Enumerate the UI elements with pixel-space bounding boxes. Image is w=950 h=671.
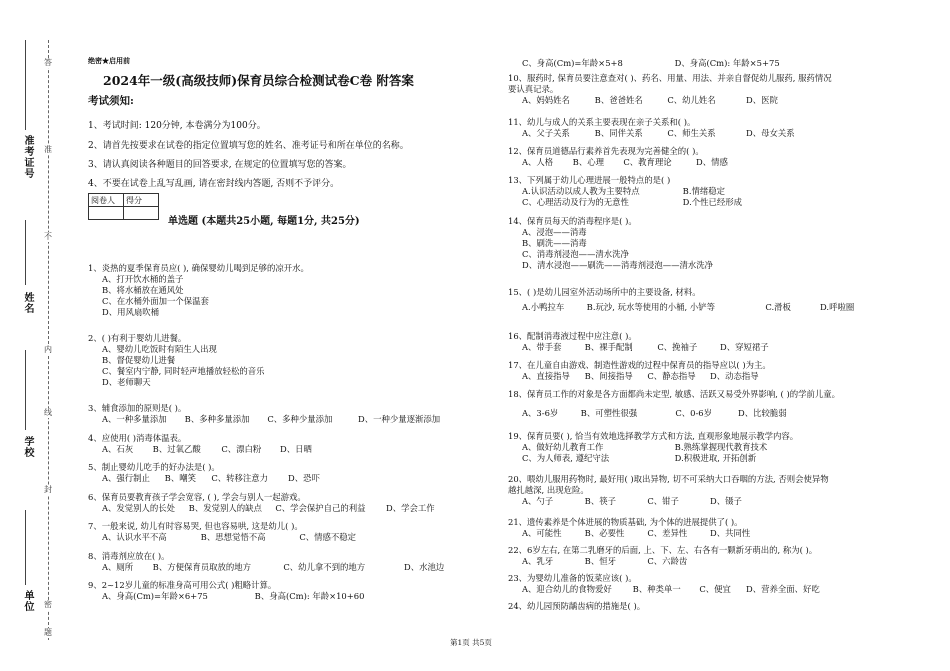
option-b[interactable]: B、思想觉悟不高 — [200, 532, 266, 542]
option-a[interactable]: A、打开饮水桶的盖子 — [102, 274, 184, 284]
options-row — [508, 302, 854, 313]
exam-number-label: 准考证号 — [22, 135, 33, 179]
option-b[interactable]: B、方便保育员取放的地方 — [152, 562, 251, 572]
options-row — [88, 591, 364, 602]
question-17 — [508, 360, 771, 382]
question-stem: 3、辅食添加的原则是( )。 — [88, 403, 187, 413]
notice-item: 4、不要在试卷上乱写乱画, 请在密封线内答题, 否则不予评分。 — [88, 179, 340, 189]
option-d[interactable]: D、情感 — [696, 157, 728, 167]
option-a[interactable]: A、做好幼儿教育工作 — [522, 442, 604, 452]
seal-mark: 题 — [44, 628, 52, 637]
question-9-continued — [508, 58, 780, 69]
school-line — [25, 350, 26, 430]
page-number: 第1页 共5页 — [450, 638, 492, 647]
question-10 — [508, 73, 832, 106]
option-c[interactable]: C、教育理论 — [623, 157, 672, 167]
option-b[interactable]: B、嘲笑 — [164, 473, 196, 483]
option-c[interactable]: C、消毒剂浸泡——清水洗净 — [522, 249, 629, 259]
options-row — [88, 503, 435, 514]
question-stem: 6、保育员要教育孩子学会宽容, ( ), 学会与别人一起游戏。 — [88, 492, 306, 502]
seal-mark: 封 — [44, 485, 52, 494]
question-stem: 9、2~12岁儿童的标准身高可用公式( )粗略计算。 — [88, 580, 277, 590]
options-row — [508, 128, 795, 139]
option-d[interactable]: D、比较脆弱 — [738, 408, 787, 418]
question-stem: 12、保育员道德品行素养首先表现为完善健全的( )。 — [508, 146, 704, 156]
option-b[interactable]: B、恒牙 — [584, 556, 616, 566]
option-b[interactable]: B、筷子 — [584, 496, 616, 506]
seal-line — [48, 40, 49, 640]
question-stem: 24、幼儿园预防龋齿病的措施是( )。 — [508, 601, 646, 611]
option-b[interactable]: B.情绪稳定 — [682, 186, 725, 196]
question-9 — [88, 580, 364, 602]
question-stem: 1、炎热的夏季保育员应( ), 确保婴幼儿喝到足够的凉开水。 — [88, 263, 309, 273]
option-b[interactable]: B、身高(Cm): 年龄×10+60 — [254, 591, 365, 601]
option-b[interactable]: B、发觉别人的缺点 — [188, 503, 262, 513]
option-b[interactable]: B、督促婴幼儿进餐 — [102, 355, 176, 365]
option-a[interactable]: A、认识水平不高 — [102, 532, 167, 542]
option-a[interactable]: A.小鸭拉车 — [522, 302, 565, 312]
option-d[interactable]: D、学会工作 — [386, 503, 435, 513]
question-11 — [508, 117, 795, 139]
question-stem: 21、遗传素养是个体进展的物质基础, 为个体的进展提供了( )。 — [508, 517, 743, 527]
option-a[interactable]: A、可能性 — [522, 528, 562, 538]
option-d[interactable]: D、穿短裙子 — [720, 342, 769, 352]
question-8 — [88, 551, 444, 573]
option-a[interactable]: A、带手套 — [522, 342, 562, 352]
question-stem: 14、保育员每天的消毒程序是( )。 — [508, 216, 637, 226]
notice-item: 2、请首先按要求在试卷的指定位置填写您的姓名、准考证号和所在单位的名称。 — [88, 141, 409, 151]
option-a[interactable]: A、厕所 — [102, 562, 134, 572]
options-row — [88, 532, 356, 543]
options-row — [88, 473, 320, 484]
option-d[interactable]: D、用风扇吹桶 — [102, 307, 159, 317]
option-b[interactable]: B、种类单一 — [632, 584, 681, 594]
option-a[interactable]: A、乳牙 — [522, 556, 554, 566]
question-24 — [508, 601, 645, 612]
unit-label: 单位 — [22, 590, 33, 612]
option-c[interactable]: C、学会保护自己的利益 — [275, 503, 366, 513]
seal-mark: 答 — [44, 58, 52, 67]
options-row — [508, 186, 742, 197]
seal-mark: 密 — [44, 600, 52, 609]
question-stem: 11、幼儿与成人的关系主要表现在亲子关系和( )。 — [508, 117, 696, 127]
options-row — [88, 414, 440, 425]
option-d[interactable]: D、营养全面、好吃 — [746, 584, 820, 594]
question-stem: 22、6岁左右, 在第二乳磨牙的后面, 上、下、左、右各有一颗新牙萌出的, 称为( )。 — [508, 545, 818, 555]
question-stem: 2、( )有利于婴幼儿进餐。 — [88, 333, 187, 343]
question-22 — [508, 545, 817, 567]
question-5 — [88, 462, 320, 484]
option-c[interactable]: C、钳子 — [647, 496, 679, 506]
question-2 — [88, 333, 264, 388]
options-row — [508, 584, 820, 595]
question-7 — [88, 521, 356, 543]
score-input[interactable] — [124, 207, 159, 220]
option-d[interactable]: D、动态指导 — [710, 371, 759, 381]
option-b[interactable]: B.熟练掌握现代教育技术 — [674, 442, 768, 452]
question-stem: 7、一般来说, 幼儿有时容易哭, 但也容易哄, 这是幼儿( )。 — [88, 521, 303, 531]
option-b[interactable]: B、多种多量添加 — [184, 414, 250, 424]
option-a[interactable]: A、一种多量添加 — [102, 414, 167, 424]
page-title: 2024年一级(高级技师)保育员综合检测试卷C卷 附答案 — [103, 73, 414, 88]
question-stem: 10、服药时, 保育员要注意查对( )、药名、用量、用法、并亲自督促幼儿服药, 服药情况 — [508, 73, 832, 83]
grader-cell: 阅卷人 — [89, 194, 124, 207]
option-a[interactable]: A、身高(Cm)=年龄×6+75 — [102, 591, 208, 601]
option-d[interactable]: D、水池边 — [404, 562, 445, 572]
option-a[interactable]: A、浸泡——消毒 — [522, 227, 587, 237]
option-c[interactable]: C、餐室内宁静, 同时轻声地播放轻松的音乐 — [102, 366, 265, 376]
option-d[interactable]: D、医院 — [746, 95, 778, 105]
option-b[interactable]: B、间接指导 — [584, 371, 633, 381]
option-b[interactable]: B.玩沙, 玩水等使用的小桶, 小铲等 — [586, 302, 716, 312]
option-d[interactable]: D、共同性 — [710, 528, 751, 538]
option-a[interactable]: A、发觉别人的长处 — [102, 503, 176, 513]
option-c[interactable]: C、0-6岁 — [675, 408, 712, 418]
options-row — [88, 444, 312, 455]
options-row — [508, 58, 780, 69]
option-c[interactable]: C、便宜 — [699, 584, 731, 594]
option-c[interactable]: C、为人师表, 遵纪守法 — [522, 453, 610, 463]
option-a[interactable]: A、3-6岁 — [522, 408, 559, 418]
options-row — [508, 453, 798, 464]
option-c[interactable]: C、心理活动及行为的无意性 — [522, 197, 629, 207]
question-stem-cont: 要认真记录。 — [508, 84, 559, 94]
question-stem: 18、保育员工作的对象是各方面都尚未定型, 敏感、活跃又易受外界影响, ( )的学前儿童。 — [508, 389, 840, 399]
option-c[interactable]: C、师生关系 — [667, 128, 716, 138]
binding-margin — [0, 0, 70, 671]
option-b[interactable]: B、过氧乙酸 — [152, 444, 201, 454]
option-b[interactable]: B、爸爸姓名 — [594, 95, 643, 105]
option-c[interactable]: C、身高(Cm)=年龄×5+8 — [522, 58, 623, 68]
option-d[interactable]: D.呼啦圈 — [820, 302, 855, 312]
question-stem: 8、消毒剂应放在( )。 — [88, 551, 170, 561]
score-cell: 得分 — [124, 194, 159, 207]
notice-item: 1、考试时间: 120分钟, 本卷满分为100分。 — [88, 121, 266, 131]
option-b[interactable]: B、裸手配制 — [584, 342, 633, 352]
option-b[interactable]: B、刷洗——消毒 — [522, 238, 587, 248]
secret-label: 绝密★启用前 — [88, 56, 130, 65]
question-3 — [88, 403, 440, 425]
question-20 — [508, 474, 829, 507]
option-a[interactable]: A、勺子 — [522, 496, 554, 506]
option-c[interactable]: C、幼儿姓名 — [667, 95, 716, 105]
option-c[interactable]: C、转移注意力 — [211, 473, 269, 483]
option-d[interactable]: D、母女关系 — [746, 128, 795, 138]
question-stem: 23、为婴幼儿准备的饭菜应该( )。 — [508, 573, 637, 583]
option-c[interactable]: C、在水桶外面加一个保温套 — [102, 296, 209, 306]
question-stem: 17、在儿童自由游戏、制造性游戏的过程中保育员的指导应以( )为主。 — [508, 360, 771, 370]
question-stem: 16、配制消毒液过程中应注意( )。 — [508, 331, 637, 341]
option-a[interactable]: A、迎合幼儿的食物爱好 — [522, 584, 612, 594]
options-row — [508, 408, 840, 419]
option-d[interactable]: D.积极进取, 开拓创新 — [674, 453, 757, 463]
question-15 — [508, 287, 854, 313]
question-stem: 15、( )是幼儿园室外活动场所中的主要设备, 材料。 — [508, 287, 701, 297]
seal-mark: 内 — [44, 345, 52, 354]
option-b[interactable]: B、同伴关系 — [594, 128, 643, 138]
option-a[interactable]: A、父子关系 — [522, 128, 570, 138]
options-row — [508, 556, 817, 567]
option-c[interactable]: C、静态指导 — [647, 371, 696, 381]
option-c[interactable]: C.滑板 — [765, 302, 791, 312]
name-line — [25, 220, 26, 285]
question-14 — [508, 216, 713, 271]
option-a[interactable]: A、直接指导 — [522, 371, 570, 381]
option-a[interactable]: A、婴幼儿吃饭时有陌生人出现 — [102, 344, 217, 354]
option-c[interactable]: C、挽袖子 — [657, 342, 698, 352]
option-b[interactable]: B、必要性 — [584, 528, 625, 538]
options-row — [508, 528, 750, 539]
option-c[interactable]: C、多种少量添加 — [267, 414, 333, 424]
option-d[interactable]: D、镊子 — [710, 496, 742, 506]
question-13 — [508, 175, 742, 208]
option-a[interactable]: A、妈妈姓名 — [522, 95, 570, 105]
question-stem-cont: 越扎越深, 出现危险。 — [508, 485, 589, 495]
option-a[interactable]: A、石灰 — [102, 444, 134, 454]
options-row — [508, 197, 742, 208]
question-stem: 5、制止婴幼儿吃手的好办法是( )。 — [88, 462, 220, 472]
seal-mark: 准 — [44, 145, 52, 154]
options-row — [508, 371, 771, 382]
option-b[interactable]: B、心理 — [572, 157, 604, 167]
score-table — [88, 193, 159, 220]
option-c[interactable]: C、差异性 — [647, 528, 688, 538]
option-d[interactable]: D、一种少量逐渐添加 — [358, 414, 441, 424]
seal-mark: 线 — [44, 408, 52, 417]
question-23 — [508, 573, 820, 595]
question-18 — [508, 389, 840, 419]
option-c[interactable]: C、六龄齿 — [647, 556, 688, 566]
grader-input[interactable] — [89, 207, 124, 220]
options-row — [508, 342, 769, 353]
options-row — [508, 496, 829, 507]
question-stem: 4、应使用( )消毒体温表。 — [88, 433, 187, 443]
question-19 — [508, 431, 798, 464]
options-row — [508, 442, 798, 453]
school-label: 学校 — [22, 436, 33, 458]
options-row — [508, 157, 728, 168]
question-1 — [88, 263, 309, 318]
option-d[interactable]: D、日晒 — [280, 444, 312, 454]
option-c[interactable]: C、幼儿拿不到的地方 — [283, 562, 366, 572]
options-row — [88, 562, 444, 573]
question-stem: 19、保育员要( ), 恰当有效地选择教学方式和方法, 直观形象地展示教学内容。 — [508, 431, 799, 441]
notice-item: 3、请认真阅读各种题目的回答要求, 在规定的位置填写您的答案。 — [88, 160, 352, 170]
exam-number-line — [25, 40, 26, 130]
notice-heading: 考试须知: — [88, 95, 134, 107]
option-d[interactable]: D、恐吓 — [288, 473, 320, 483]
option-d[interactable]: D、清水浸泡——刷洗——消毒剂浸泡——清水洗净 — [522, 260, 713, 270]
option-d[interactable]: D.个性已经形成 — [682, 197, 742, 207]
question-stem: 13、下列属于幼儿心理进展一般特点的是( ) — [508, 175, 671, 185]
question-4 — [88, 433, 312, 455]
option-c[interactable]: C、情感不稳定 — [299, 532, 357, 542]
option-d[interactable]: D、身高(Cm): 年龄×5+75 — [674, 58, 780, 68]
seal-mark: 不 — [44, 232, 52, 241]
option-b[interactable]: B、将水桶放在通风处 — [102, 285, 184, 295]
option-b[interactable]: B、可塑性很强 — [580, 408, 638, 418]
unit-line — [25, 510, 26, 585]
section-heading: 单选题 (本题共25小题, 每题1分, 共25分) — [168, 216, 360, 227]
option-a[interactable]: A、强行制止 — [102, 473, 150, 483]
option-c[interactable]: C、漂白粉 — [221, 444, 262, 454]
options-row — [508, 95, 832, 106]
question-stem: 20、喂幼儿服用药物时, 最好用( )取出异物, 切不可采纳大口吞咽的方法, 否则会使异物 — [508, 474, 829, 484]
option-a[interactable]: A、人格 — [522, 157, 554, 167]
question-12 — [508, 146, 728, 168]
question-21 — [508, 517, 750, 539]
question-16 — [508, 331, 769, 353]
name-label: 姓名 — [22, 292, 33, 314]
question-6 — [88, 492, 435, 514]
option-a[interactable]: A.认识活动以成人教为主要特点 — [522, 186, 640, 196]
option-d[interactable]: D、老师聊天 — [102, 377, 151, 387]
